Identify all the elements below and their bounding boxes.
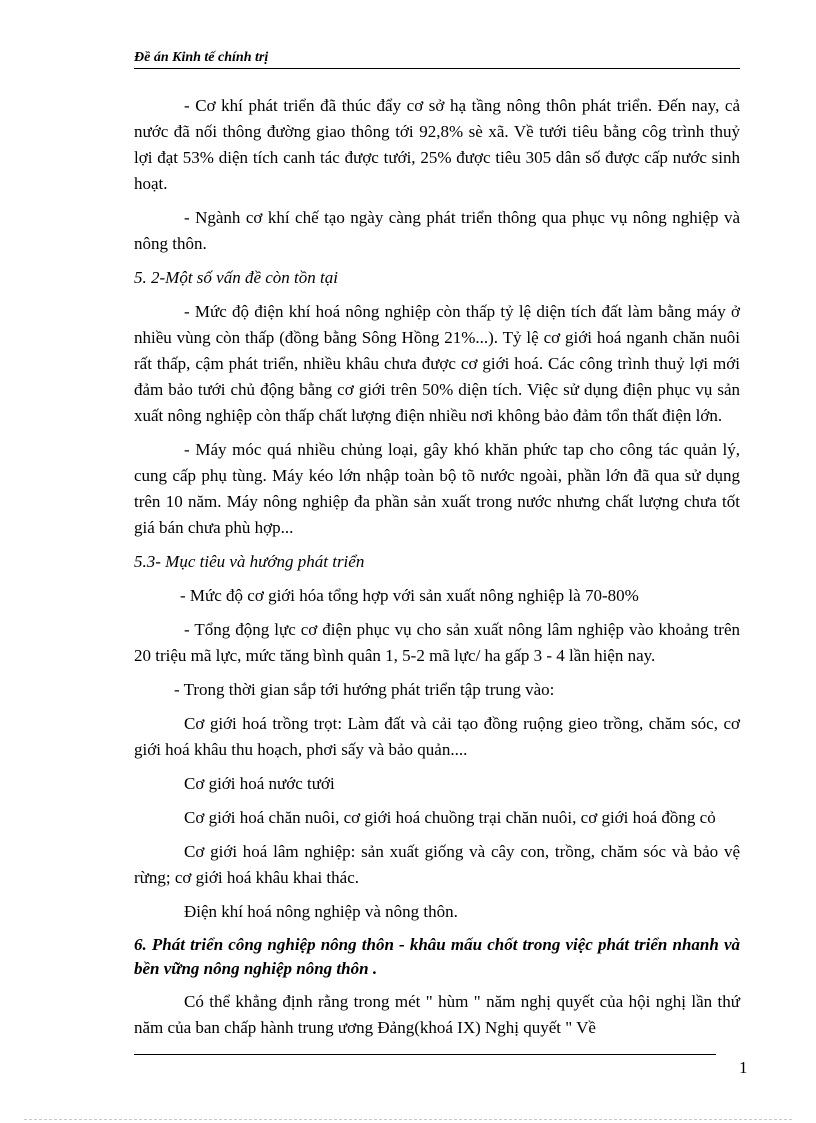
paragraph: - Tổng động lực cơ điện phục vụ cho sản xuất nông lâm nghiệp vào khoảng trên 20 triệu mã lực, mức tăng bình quân 1, 5-2 mã lực/ ha gấp 3 - 4 lần hiện nay. [134, 620, 740, 665]
paragraph: - Mức độ điện khí hoá nông nghiệp còn thấp tỷ lệ diện tích đất làm bằng máy ở nhiều vùng còn thấp (đồng bằng Sông Hồng 21%...). Tỷ lệ cơ giới hoá nganh chăn nuôi rất thấp, cậm phát triển, nhiều khâu chưa được cơ giới hoá. Các công trình thuỷ lợi mới đảm bảo tưới chủ động bằng cơ giới trên 50% diện tích. Việc sử dụng điện phục vụ sản xuất nông nghiệp còn thấp chất lượng điện nhiều nơi không bảo đảm tổn thất điện lớn. [134, 302, 740, 425]
paragraph: Cơ giới hoá nước tưới [184, 774, 335, 793]
document-header [134, 50, 740, 69]
section-heading-bold: 6. Phát triển công nghiệp nông thôn - khâu mấu chốt trong việc phát triển nhanh và bền vững nông nghiệp nông thôn . [134, 935, 740, 978]
paragraph: Cơ giới hoá chăn nuôi, cơ giới hoá chuồng trại chăn nuôi, cơ giới hoá đồng cỏ [184, 808, 716, 827]
footer-divider [134, 1054, 716, 1055]
paragraph: - Trong thời gian sắp tới hướng phát triển tập trung vào: [174, 680, 555, 699]
paragraph: - Cơ khí phát triển đã thúc đẩy cơ sở hạ tầng nông thôn phát triển. Đến nay, cả nước đã nối thông đường giao thông tới 92,8% sè xã. Về tưới tiêu bằng côg trình thuỷ lợi đạt 53% diện tích canh tác được tưới, 25% được tiêu 305 dân số được cấp nước sinh hoạt. [134, 96, 740, 193]
paragraph: - Mức độ cơ giới hóa tổng hợp với sản xuất nông nghiệp là 70-80% [180, 586, 639, 605]
paragraph: Cơ giới hoá trồng trọt: Làm đất và cải tạo đồng ruộng gieo trồng, chăm sóc, cơ giới hoá khâu thu hoạch, phơi sấy và bảo quản.... [134, 714, 740, 759]
document-body [134, 93, 740, 1049]
paragraph: Có thể khẳng định rằng trong mét " hùm " năm nghị quyết của hội nghị lần thứ năm của ban chấp hành trung ương Đảng(khoá IX) Nghị quyết " Về [134, 992, 740, 1037]
page-number: 1 [739, 1058, 748, 1077]
section-heading: 5. 2-Một số vấn đề còn tồn tại [134, 268, 338, 287]
paragraph: - Ngành cơ khí chế tạo ngày càng phát triển thông qua phục vụ nông nghiệp và nông thôn. [134, 208, 740, 253]
paragraph: Cơ giới hoá lâm nghiệp: sản xuất giống và cây con, trồng, chăm sóc và bảo vệ rừng; cơ giới hoá khâu khai thác. [134, 842, 740, 887]
paragraph: - Máy móc quá nhiều chủng loại, gây khó khăn phức tap cho công tác quản lý, cung cấp phụ tùng. Máy kéo lớn nhập toàn bộ tõ nước ngoài, phần lớn đã qua sử dụng trên 10 năm. Máy nông nghiệp đa phần sản xuất trong nước nhưng chất lượng chưa tốt giá bán chưa phù hợp... [134, 440, 740, 537]
section-heading: 5.3- Mục tiêu và hướng phát triển [134, 552, 365, 571]
paragraph: Điện khí hoá nông nghiệp và nông thôn. [184, 902, 458, 921]
page-edge-divider [24, 1119, 792, 1120]
header-title: Đề án Kinh tế chính trị [134, 50, 269, 65]
